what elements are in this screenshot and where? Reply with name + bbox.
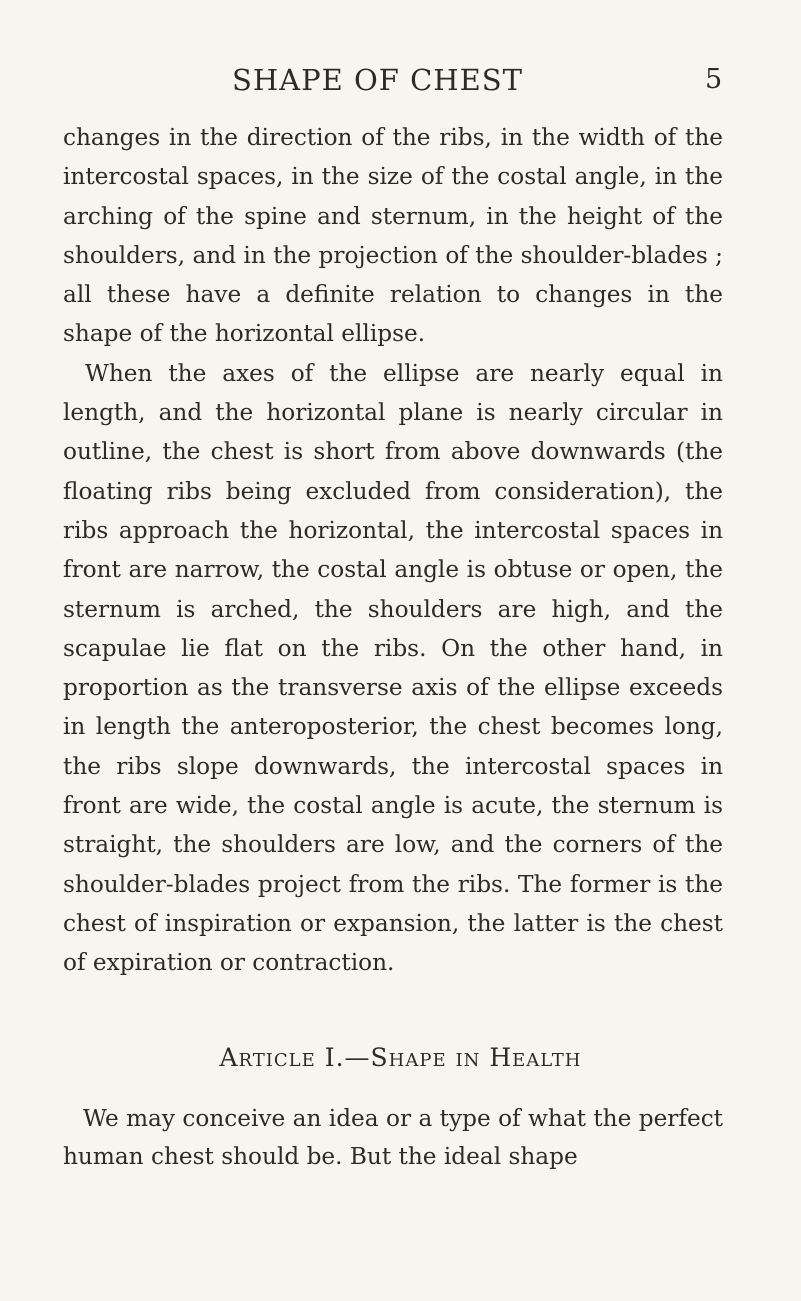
section-opening-paragraph: We may conceive an idea or a type of what the perfect human chest should be. But the ideal shape xyxy=(63,1105,723,1170)
body-text xyxy=(63,118,723,983)
running-title: SHAPE OF CHEST xyxy=(232,63,523,97)
section-heading: Article I.—Shape in Health xyxy=(219,1043,582,1072)
running-head xyxy=(0,60,801,104)
paragraph-continued: changes in the direction of the ribs, in the width of the intercostal spaces, in the size of the costal angle, in the arching of the spine and sternum, in the height of the shoulders, and in the projection of the shoulder-blades ; all these have a definite relation to changes in the shape of the horizontal ellipse. xyxy=(63,124,723,348)
paragraph-ellipse-axes: When the axes of the ellipse are nearly equal in length, and the horizontal plane is nearly circular in outline, the chest is short from above downwards (the floating ribs being excluded from consideration), the ribs approach the horizontal, the intercostal spaces in front are narrow, the costal angle is obtuse or open, the sternum is arched, the shoulders are high, and the scapulae lie flat on the ribs. On the other hand, in proportion as the transverse axis of the ellipse exceeds in length the anteroposterior, the chest becomes long, the ribs slope downwards, the intercostal spaces in front are wide, the costal angle is acute, the sternum is straight, the shoulders are low, and the corners of the shoulder-blades project from the ribs. The former is the chest of inspiration or expansion, the latter is the chest of expiration or contraction. xyxy=(63,359,723,977)
page-number: 5 xyxy=(705,64,723,95)
